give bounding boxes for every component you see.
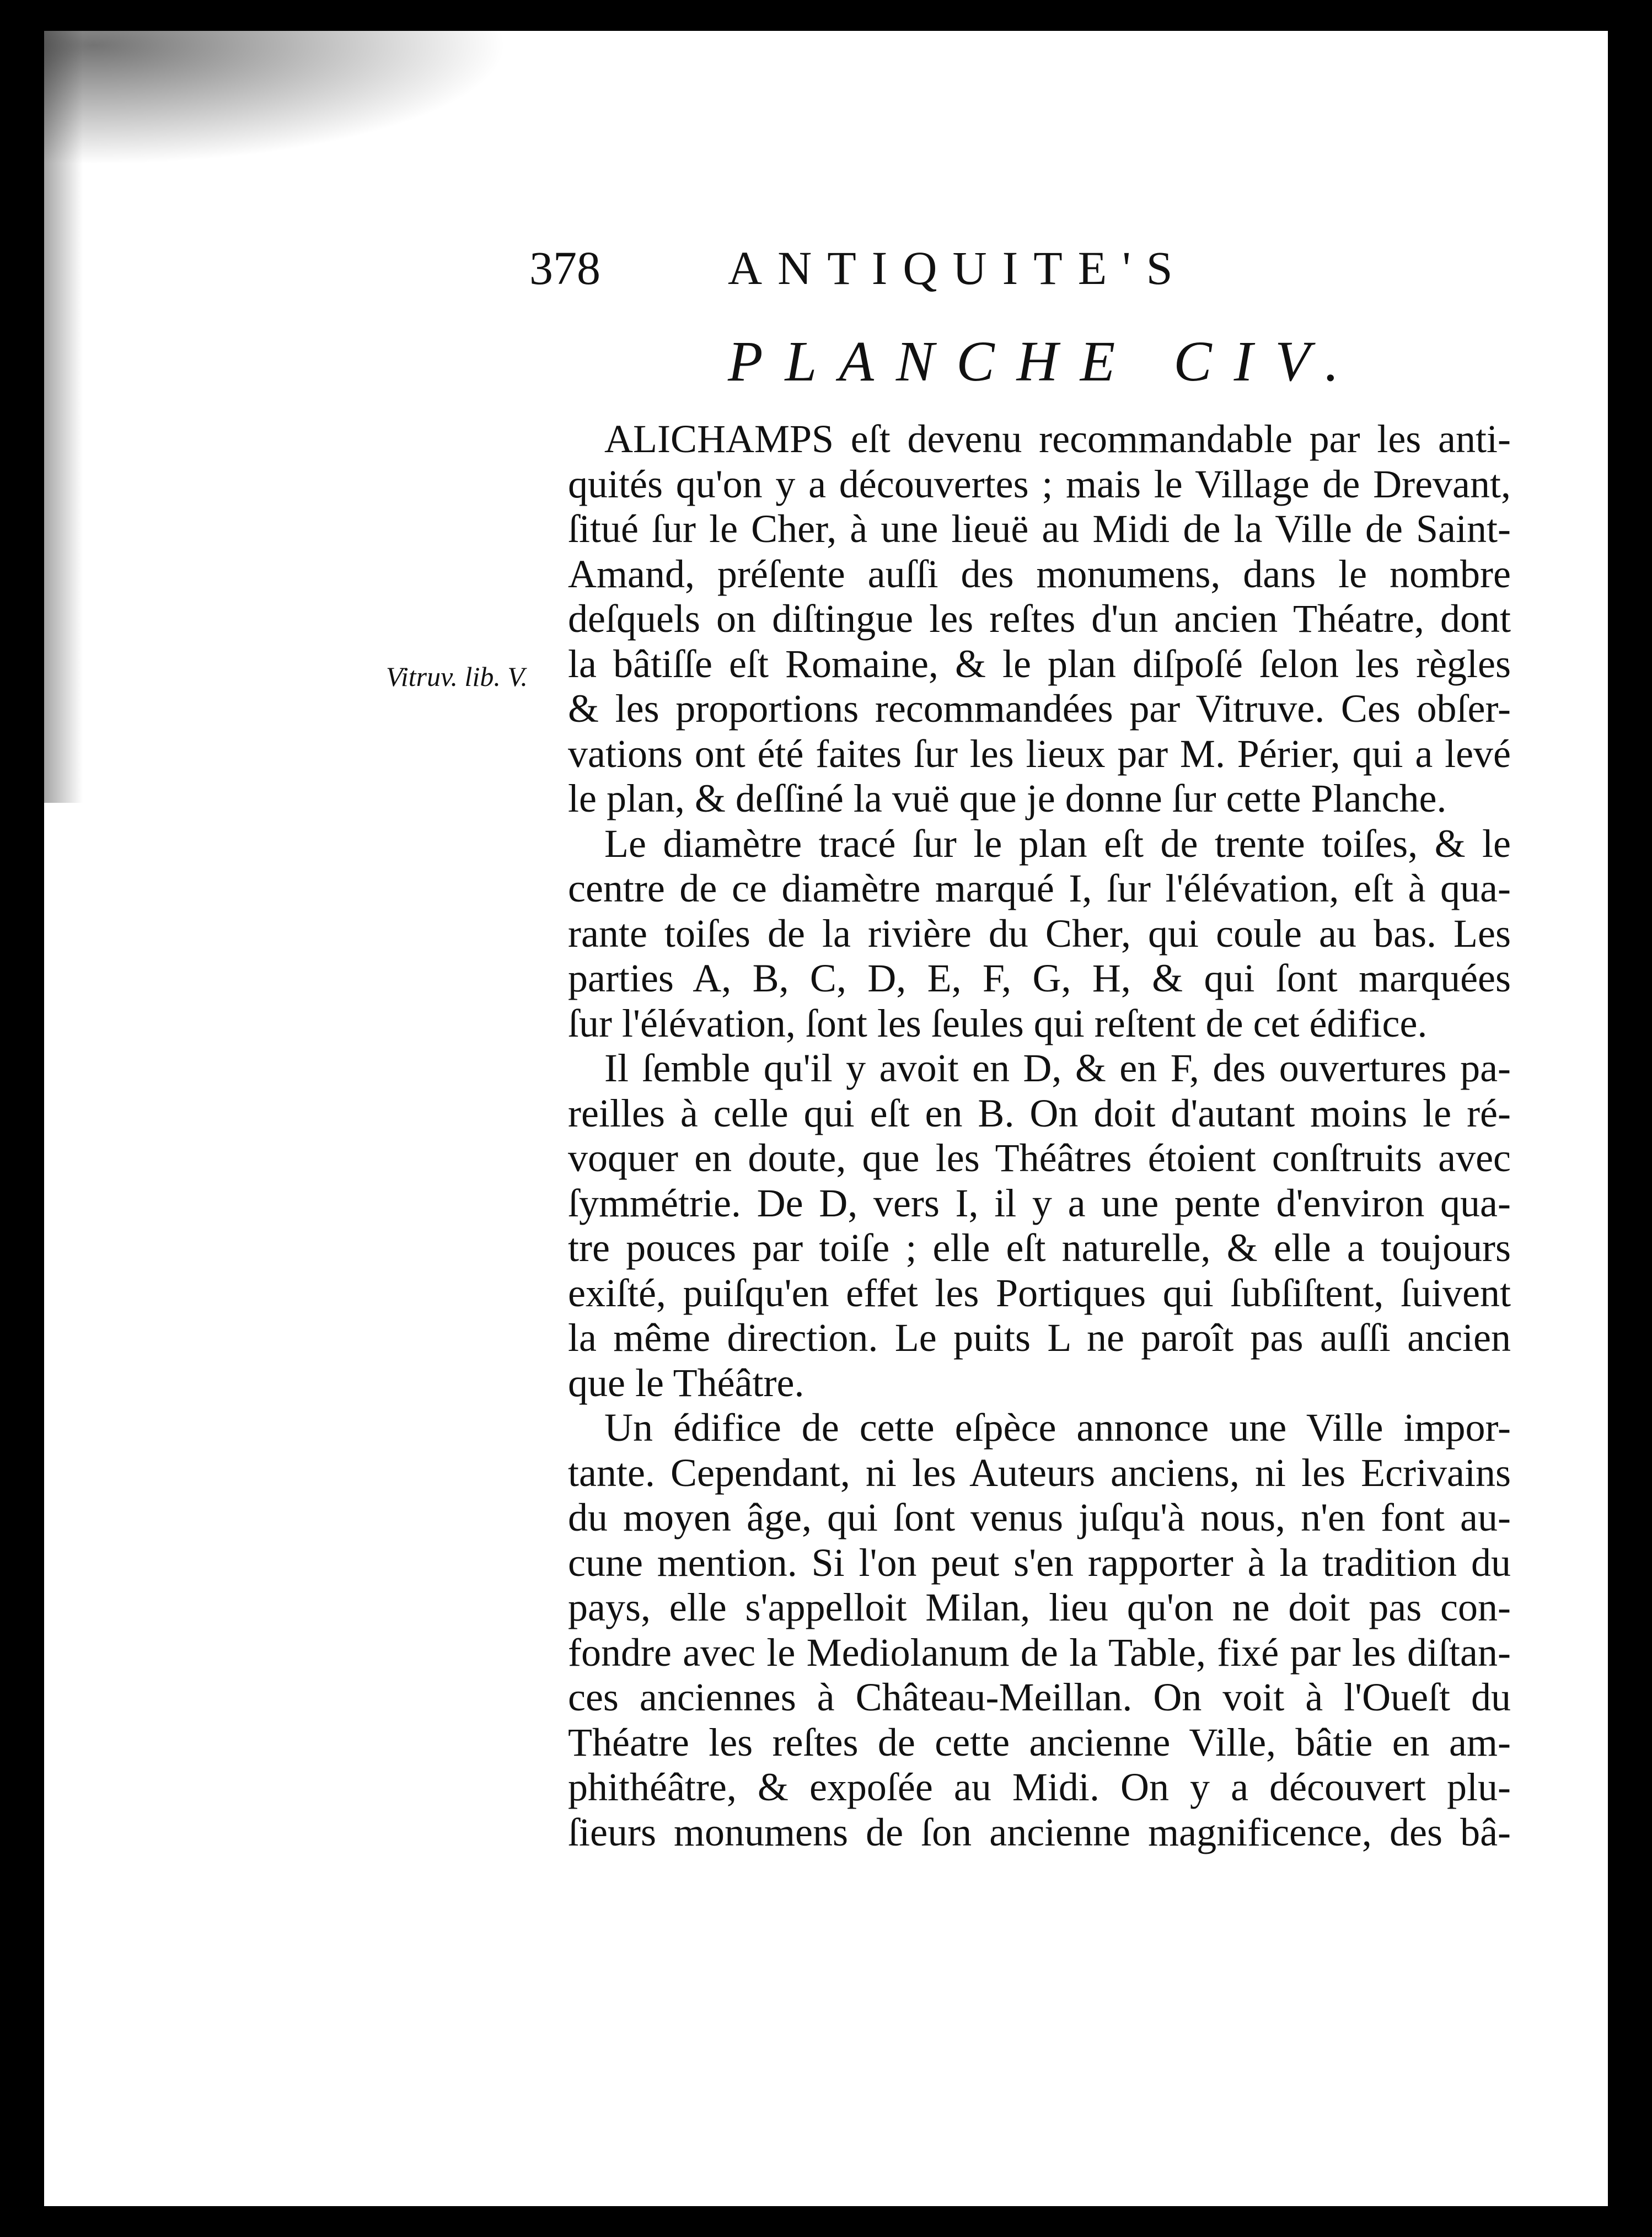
text-line: tante. Cependant, ni les Auteurs anciens, ni les Ecrivains <box>568 1450 1511 1495</box>
text-line: cune mention. Si l'on peut s'en rapporter à la tradition du <box>568 1540 1511 1585</box>
text-line: & les proportions recommandées par Vitruve. Ces obſer- <box>568 686 1511 731</box>
text-line: Un édifice de cette eſpèce annonce une Ville impor- <box>604 1405 1511 1450</box>
text-line: Il ſemble qu'il y avoit en D, & en F, des ouvertures pa- <box>604 1046 1511 1090</box>
page <box>44 31 1608 2206</box>
page-number: 378 <box>529 242 600 294</box>
text-line: ſymmétrie. De D, vers I, il y a une pente d'environ qua- <box>568 1181 1511 1225</box>
text-line: pays, elle s'appelloit Milan, lieu qu'on ne doit pas con- <box>568 1585 1511 1629</box>
text-line: quités qu'on y a découvertes ; mais le Village de Drevant, <box>568 462 1511 506</box>
text-line: rante toiſes de la rivière du Cher, qui coule au bas. Les <box>568 911 1511 956</box>
scan-edge-shadow <box>44 31 83 803</box>
plate-title: PLANCHE CIV. <box>728 330 1361 393</box>
text-line: fondre avec le Mediolanum de la Table, fixé par les diſtan- <box>568 1630 1511 1675</box>
text-line: reilles à celle qui eſt en B. On doit d'autant moins le ré- <box>568 1091 1511 1135</box>
text-line: la bâtiſſe eſt Romaine, & le plan diſpoſé ſelon les règles <box>568 641 1511 686</box>
text-line: voquer en doute, que les Théâtres étoient conſtruits avec <box>568 1136 1511 1180</box>
text-line: tre pouces par toiſe ; elle eſt naturelle, & elle a toujours <box>568 1226 1511 1270</box>
text-line: ALICHAMPS eſt devenu recommandable par les anti- <box>604 417 1511 461</box>
text-line: ſieurs monumens de ſon ancienne magnificence, des bâ- <box>568 1810 1511 1854</box>
running-title: ANTIQUITE'S <box>728 242 1188 294</box>
text-line: centre de ce diamètre marqué I, ſur l'élévation, eſt à qua- <box>568 866 1511 910</box>
page-header <box>529 240 1345 301</box>
text-line: ſur l'élévation, ſont les ſeules qui reſtent de cet édifice. <box>568 1001 1428 1045</box>
text-line: deſquels on diſtingue les reſtes d'un ancien Théatre, dont <box>568 597 1511 641</box>
text-line: Amand, préſente auſſi des monumens, dans le nombre <box>568 551 1511 596</box>
text-line: la même direction. Le puits L ne paroît pas auſſi ancien <box>568 1316 1511 1360</box>
text-line: que le Théâtre. <box>568 1360 804 1405</box>
text-line: ces anciennes à Château-Meillan. On voit à l'Oueſt du <box>568 1675 1511 1719</box>
text-line: du moyen âge, qui ſont venus juſqu'à nous, n'en font au- <box>568 1495 1511 1539</box>
text-line: le plan, & deſſiné la vuë que je donne ſur cette Planche. <box>568 776 1447 820</box>
text-line: Le diamètre tracé ſur le plan eſt de trente toiſes, & le <box>604 821 1511 866</box>
body-text <box>568 417 1511 1855</box>
margin-note: Vitruv. lib. V. <box>386 661 528 692</box>
text-line: phithéâtre, & expoſée au Midi. On y a découvert plu- <box>568 1765 1511 1809</box>
text-line: vations ont été faites ſur les lieux par M. Périer, qui a levé <box>568 731 1511 776</box>
text-line: ſitué ſur le Cher, à une lieuë au Midi de la Ville de Saint- <box>568 507 1511 551</box>
text-line: Théatre les reſtes de cette ancienne Ville, bâtie en am- <box>568 1720 1511 1764</box>
scan-shadow <box>44 31 540 174</box>
text-line: parties A, B, C, D, E, F, G, H, & qui ſont marquées <box>568 956 1511 1000</box>
text-line: exiſté, puiſqu'en effet les Portiques qui ſubſiſtent, ſuivent <box>568 1270 1511 1315</box>
